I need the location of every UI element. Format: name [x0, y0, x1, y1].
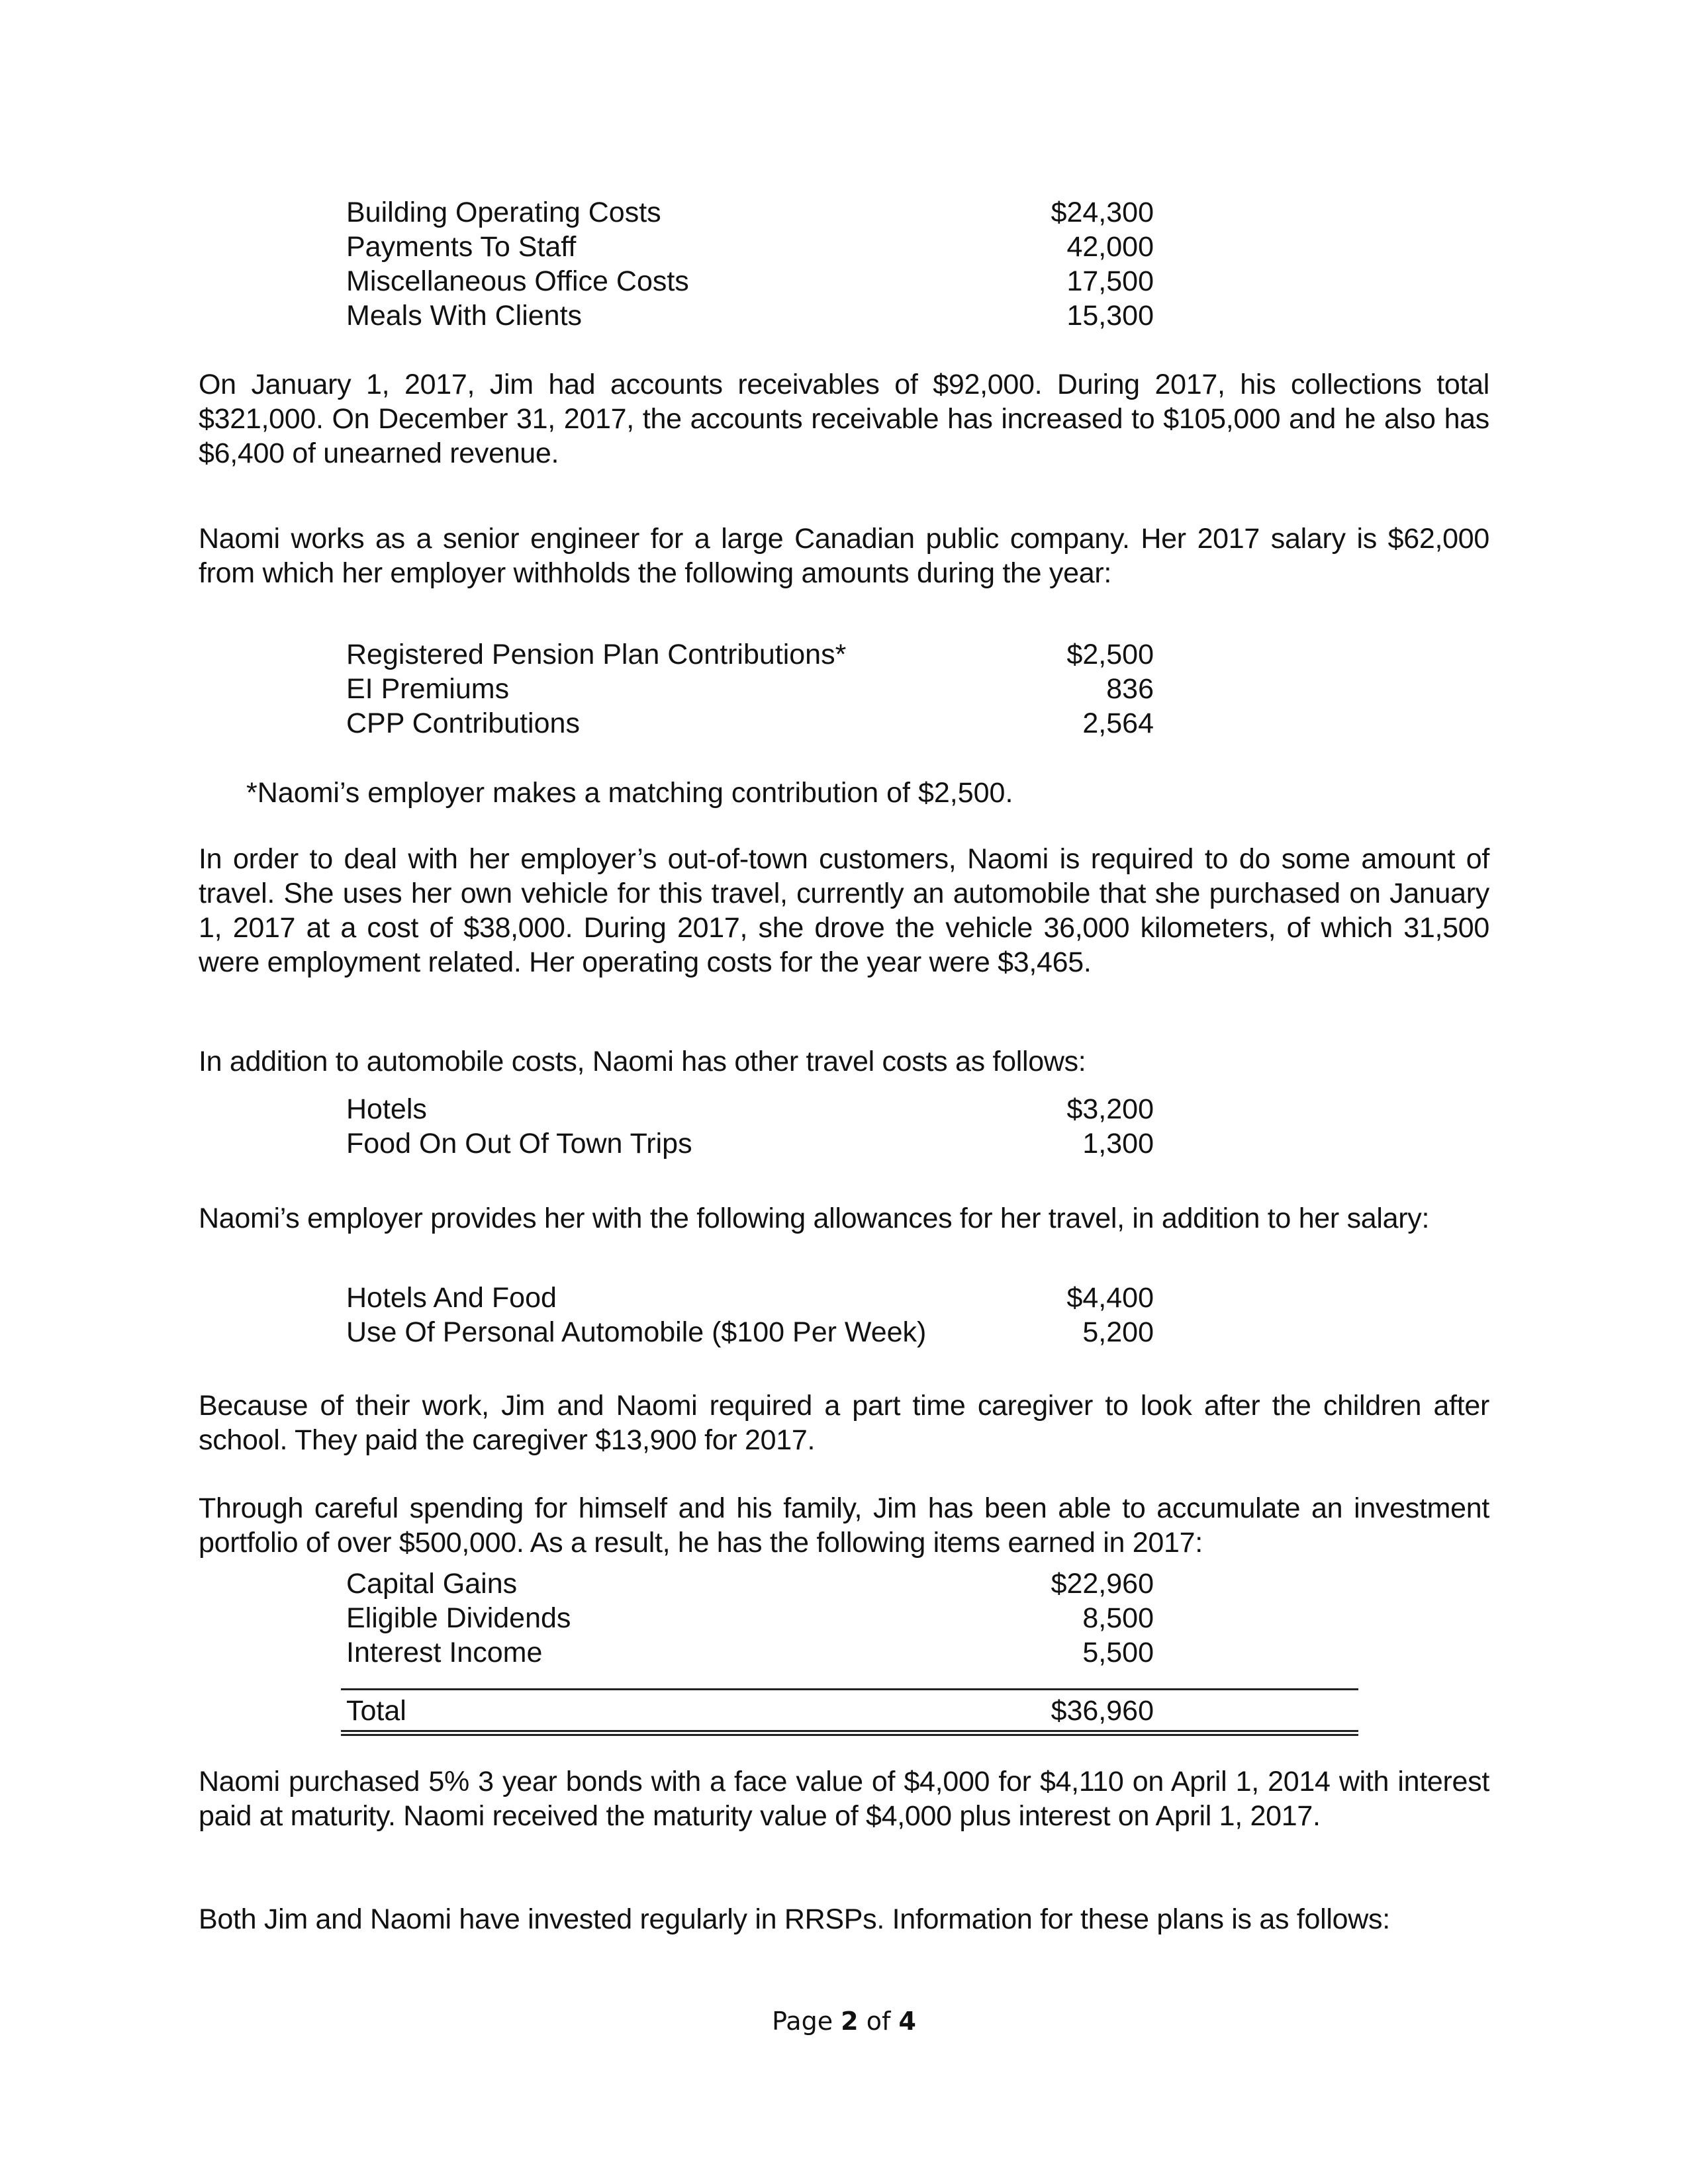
row-amount: $4,400 — [1066, 1282, 1154, 1314]
row-label: Food On Out Of Town Trips — [346, 1128, 692, 1160]
table-row — [346, 264, 1154, 298]
row-amount: 1,300 — [1082, 1128, 1154, 1160]
total-label: Total — [346, 1695, 406, 1727]
total-double-rule-bottom — [341, 1734, 1358, 1736]
receivables-paragraph: On January 1, 2017, Jim had accounts receivables of $92,000. During 2017, his collections total $321,000. On December 31, 2017, the accounts receivable has increased to $105,000 and he also has $6,400 of unearned revenue. — [199, 369, 1489, 469]
travel-costs-table — [346, 1092, 1154, 1161]
naomi-salary-paragraph: Naomi works as a senior engineer for a large Canadian public company. Her 2017 salary is $62,000 from which her employer withholds the following amounts during the year: — [199, 523, 1489, 589]
row-label: Interest Income — [346, 1637, 543, 1668]
expenses-table — [346, 195, 1154, 333]
page-footer — [0, 2007, 1688, 2036]
row-amount: 17,500 — [1066, 265, 1154, 297]
total-page-count: 4 — [898, 2007, 916, 2036]
table-row — [346, 1315, 1154, 1349]
table-row — [346, 230, 1154, 264]
page-label: Page — [772, 2007, 833, 2036]
allowances-paragraph: Naomi’s employer provides her with the following allowances for her travel, in addition to her salary: — [199, 1203, 1430, 1234]
row-label: Capital Gains — [346, 1568, 518, 1600]
row-label: Registered Pension Plan Contributions* — [346, 639, 847, 670]
caregiver-paragraph: Because of their work, Jim and Naomi required a part time caregiver to look after the children after school. They paid the caregiver $13,900 for 2017. — [199, 1390, 1489, 1456]
table-row — [346, 1092, 1154, 1126]
row-label: Use Of Personal Automobile ($100 Per Week) — [346, 1316, 927, 1348]
row-amount: $24,300 — [1051, 197, 1154, 228]
row-amount: $22,960 — [1051, 1568, 1154, 1600]
table-row — [346, 1567, 1154, 1601]
row-label: EI Premiums — [346, 673, 510, 705]
row-amount: $3,200 — [1066, 1093, 1154, 1125]
row-amount: 5,500 — [1082, 1637, 1154, 1668]
subtotal-rule — [341, 1688, 1358, 1690]
withholdings-table — [346, 637, 1154, 741]
rrsp-paragraph: Both Jim and Naomi have invested regularly in RRSPs. Information for these plans is as follows: — [199, 1903, 1390, 1935]
investments-paragraph: Through careful spending for himself and his family, Jim has been able to accumulate an investment portfolio of over $500,000. As a result, he has the following items earned in 2017: — [199, 1492, 1489, 1559]
table-row — [346, 1601, 1154, 1635]
row-amount: 15,300 — [1066, 300, 1154, 332]
row-label: Eligible Dividends — [346, 1602, 571, 1634]
row-amount: 42,000 — [1066, 231, 1154, 263]
table-row — [346, 672, 1154, 706]
total-double-rule-top — [341, 1730, 1358, 1732]
bonds-paragraph: Naomi purchased 5% 3 year bonds with a face value of $4,000 for $4,110 on April 1, 2014 with interest paid at maturity. Naomi received the maturity value of $4,000 plus interest on April 1, 2017. — [199, 1766, 1489, 1832]
table-row — [346, 1126, 1154, 1161]
pension-footnote: *Naomi’s employer makes a matching contribution of $2,500. — [246, 777, 1013, 809]
investment-income-table — [346, 1567, 1154, 1670]
table-row — [346, 1281, 1154, 1315]
table-row — [346, 195, 1154, 230]
row-label: CPP Contributions — [346, 707, 580, 739]
travel-paragraph: In order to deal with her employer’s out-of-town customers, Naomi is required to do some amount of travel. She uses her own vehicle for this travel, currently an automobile that she purchased on January 1, 2017 at a cost of $38,000. During 2017, she drove the vehicle 36,000 kilometers, of which 31,500 were employment related. Her operating costs for the year were $3,465. — [199, 843, 1489, 978]
row-amount: 5,200 — [1082, 1316, 1154, 1348]
row-amount: 836 — [1106, 673, 1154, 705]
current-page-number: 2 — [841, 2007, 859, 2036]
row-amount: 2,564 — [1082, 707, 1154, 739]
row-label: Hotels — [346, 1093, 427, 1125]
table-row — [346, 637, 1154, 672]
allowances-table — [346, 1281, 1154, 1349]
row-label: Building Operating Costs — [346, 197, 661, 228]
table-row — [346, 1694, 1154, 1728]
table-row — [346, 706, 1154, 741]
total-amount: $36,960 — [1051, 1695, 1154, 1727]
row-label: Hotels And Food — [346, 1282, 557, 1314]
row-label: Meals With Clients — [346, 300, 583, 332]
page-of-label: of — [866, 2007, 891, 2036]
row-amount: 8,500 — [1082, 1602, 1154, 1634]
row-label: Miscellaneous Office Costs — [346, 265, 689, 297]
row-amount: $2,500 — [1066, 639, 1154, 670]
table-row — [346, 298, 1154, 333]
row-label: Payments To Staff — [346, 231, 577, 263]
other-travel-paragraph: In addition to automobile costs, Naomi has other travel costs as follows: — [199, 1046, 1086, 1077]
table-row — [346, 1635, 1154, 1670]
investment-total-row — [346, 1694, 1154, 1728]
